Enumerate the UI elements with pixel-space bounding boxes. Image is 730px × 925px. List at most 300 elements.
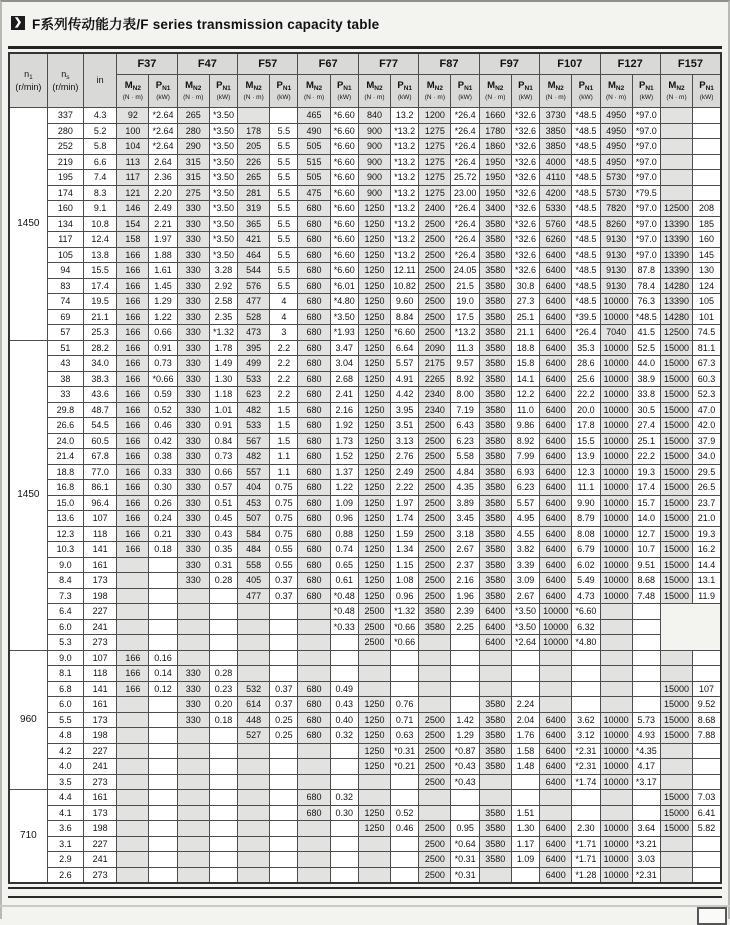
table-cell (632, 650, 660, 666)
table-cell: 166 (117, 294, 149, 310)
n1-group-label-cell: 710 (9, 790, 47, 884)
table-row (9, 650, 721, 666)
table-cell: 0.73 (149, 356, 177, 372)
table-cell: 6400 (540, 263, 572, 279)
table-cell: *2.31 (632, 867, 660, 883)
gear-size-header: F127 (600, 53, 660, 75)
table-cell: 6.0 (47, 619, 83, 635)
table-cell (540, 681, 572, 697)
table-cell (451, 790, 479, 806)
table-cell: 166 (117, 356, 149, 372)
table-cell (117, 759, 149, 775)
table-cell (177, 790, 209, 806)
table-cell: 0.32 (330, 790, 358, 806)
table-cell: 2500 (419, 852, 451, 868)
table-cell: 6400 (540, 836, 572, 852)
table-cell: 1250 (358, 278, 390, 294)
table-cell: 584 (238, 526, 270, 542)
table-cell: 330 (177, 371, 209, 387)
table-cell: 0.37 (270, 697, 298, 713)
table-row (9, 728, 721, 744)
table-cell (270, 805, 298, 821)
table-cell: 13390 (660, 247, 692, 263)
table-cell: 4000 (540, 154, 572, 170)
table-cell: 3.51 (391, 418, 419, 434)
table-cell: 1250 (358, 418, 390, 434)
table-cell: 1.61 (149, 263, 177, 279)
table-cell: 4.17 (632, 759, 660, 775)
table-cell: 11.1 (572, 480, 600, 496)
table-cell: 161 (84, 557, 117, 573)
table-cell: 2500 (419, 821, 451, 837)
table-cell: 5.5 (270, 154, 298, 170)
table-cell: 3.28 (209, 263, 237, 279)
table-cell: 315 (177, 154, 209, 170)
table-cell (479, 774, 511, 790)
table-cell: 6.79 (572, 542, 600, 558)
table-cell: 421 (238, 232, 270, 248)
table-cell: *48.5 (572, 247, 600, 263)
table-cell: 2500 (419, 542, 451, 558)
table-cell: 19.3 (632, 464, 660, 480)
table-cell: 130 (693, 263, 721, 279)
table-cell: 37.9 (693, 433, 721, 449)
table-cell: 2.36 (149, 170, 177, 186)
table-cell: 0.88 (330, 526, 358, 542)
table-cell: 25.1 (511, 309, 539, 325)
table-cell: 567 (238, 433, 270, 449)
table-cell (479, 650, 511, 666)
table-cell: 18.8 (47, 464, 83, 480)
table-cell (330, 867, 358, 883)
table-cell: 15000 (660, 433, 692, 449)
table-cell (419, 697, 451, 713)
table-cell (117, 743, 149, 759)
table-cell: 6400 (540, 433, 572, 449)
table-row (9, 170, 721, 186)
table-cell (358, 867, 390, 883)
table-cell: 3580 (479, 588, 511, 604)
table-cell: *6.60 (391, 325, 419, 341)
table-cell: 6.64 (391, 340, 419, 356)
table-cell (419, 681, 451, 697)
gear-size-header: F107 (540, 53, 600, 75)
table-cell (540, 697, 572, 713)
table-cell (149, 619, 177, 635)
table-cell: 15000 (660, 418, 692, 434)
table-cell: 14.0 (632, 511, 660, 527)
table-cell: 14.1 (511, 371, 539, 387)
table-cell: 2.49 (391, 464, 419, 480)
table-cell: 67.3 (693, 356, 721, 372)
table-cell: 7.4 (84, 170, 117, 186)
table-cell: 2.04 (511, 712, 539, 728)
table-cell: *6.60 (330, 170, 358, 186)
table-cell: 10000 (600, 511, 632, 527)
table-cell: 330 (177, 557, 209, 573)
table-cell (358, 836, 390, 852)
table-cell: 4.1 (47, 805, 83, 821)
table-cell (117, 557, 149, 573)
table-cell: 2500 (358, 604, 390, 620)
table-cell: 15000 (660, 557, 692, 573)
table-cell: 0.42 (149, 433, 177, 449)
table-cell: 10000 (600, 542, 632, 558)
table-cell: *26.4 (451, 232, 479, 248)
table-cell (632, 697, 660, 713)
table-cell: *2.64 (149, 139, 177, 155)
table-cell: 490 (298, 123, 330, 139)
table-cell (600, 666, 632, 682)
table-cell: 6400 (479, 604, 511, 620)
table-cell: 680 (298, 790, 330, 806)
table-cell: 2500 (419, 836, 451, 852)
table-cell (330, 821, 358, 837)
table-cell: 0.95 (451, 821, 479, 837)
subcolumn-header: $M_{N2}$ (N · m) (419, 75, 451, 108)
table-cell: 15000 (660, 728, 692, 744)
table-cell: 13390 (660, 232, 692, 248)
table-cell (270, 604, 298, 620)
table-cell: *2.64 (511, 635, 539, 651)
table-cell: *32.6 (511, 232, 539, 248)
table-cell: 1250 (358, 759, 390, 775)
table-cell: 25.1 (632, 433, 660, 449)
page-corner-box (697, 907, 727, 925)
table-cell (117, 588, 149, 604)
table-cell: 12.2 (511, 387, 539, 403)
table-cell: 482 (238, 402, 270, 418)
table-cell: 6400 (540, 418, 572, 434)
table-cell: 3.03 (632, 852, 660, 868)
table-cell: 2500 (358, 619, 390, 635)
table-cell: 0.52 (149, 402, 177, 418)
table-cell: 5.5 (270, 185, 298, 201)
table-cell: 17.8 (572, 418, 600, 434)
table-cell: *26.4 (451, 139, 479, 155)
table-cell: 3580 (479, 449, 511, 465)
table-cell: 330 (177, 573, 209, 589)
table-cell: 13390 (660, 294, 692, 310)
table-cell: *0.87 (451, 743, 479, 759)
table-cell (693, 836, 721, 852)
table-cell (238, 650, 270, 666)
table-cell: *79.5 (632, 185, 660, 201)
table-cell: 1.59 (391, 526, 419, 542)
table-cell (238, 774, 270, 790)
table-cell: 2.58 (209, 294, 237, 310)
table-cell: 3580 (479, 743, 511, 759)
table-cell: 29.5 (693, 464, 721, 480)
table-cell: 576 (238, 278, 270, 294)
table-cell (117, 728, 149, 744)
n1-group-label-cell: 1450 (9, 108, 47, 341)
table-cell: 9.57 (451, 356, 479, 372)
table-cell: 8.92 (451, 371, 479, 387)
table-cell: 0.14 (149, 666, 177, 682)
table-cell: 680 (298, 495, 330, 511)
table-cell (177, 852, 209, 868)
table-cell: 241 (84, 619, 117, 635)
table-cell: 5.5 (270, 247, 298, 263)
table-cell: 330 (177, 449, 209, 465)
table-cell: 680 (298, 728, 330, 744)
table-cell: 680 (298, 681, 330, 697)
table-cell: 0.12 (149, 681, 177, 697)
table-cell: 10000 (600, 557, 632, 573)
table-cell: 15000 (660, 712, 692, 728)
gear-size-header: F47 (177, 53, 237, 75)
table-cell: 38 (47, 371, 83, 387)
table-cell (209, 759, 237, 775)
table-row (9, 371, 721, 387)
table-cell: *13.2 (391, 201, 419, 217)
table-row (9, 108, 721, 124)
table-cell: 680 (298, 371, 330, 387)
table-cell: 2.16 (330, 402, 358, 418)
table-cell: 2500 (419, 464, 451, 480)
table-cell: 477 (238, 294, 270, 310)
table-cell (600, 619, 632, 635)
table-cell: 680 (298, 542, 330, 558)
table-row (9, 681, 721, 697)
table-cell: 2.64 (149, 154, 177, 170)
table-cell: 1250 (358, 712, 390, 728)
table-cell: 2175 (419, 356, 451, 372)
table-cell (660, 185, 692, 201)
table-cell (177, 805, 209, 821)
table-cell: 54.5 (84, 418, 117, 434)
table-cell (149, 557, 177, 573)
table-cell: 337 (47, 108, 83, 124)
table-cell: 15.8 (511, 356, 539, 372)
table-cell: 33 (47, 387, 83, 403)
table-cell: 2.67 (451, 542, 479, 558)
table-cell: 5.8 (84, 139, 117, 155)
table-cell: *3.50 (209, 139, 237, 155)
table-cell: 13390 (660, 263, 692, 279)
table-cell: 4950 (600, 123, 632, 139)
table-cell: 1250 (358, 294, 390, 310)
table-cell: 0.61 (330, 573, 358, 589)
table-cell: 6400 (540, 821, 572, 837)
table-cell: 265 (238, 170, 270, 186)
table-cell: 1.97 (391, 495, 419, 511)
table-cell: 1275 (419, 170, 451, 186)
table-cell: 10000 (600, 495, 632, 511)
table-cell: 680 (298, 278, 330, 294)
table-cell: 10000 (600, 387, 632, 403)
table-cell: 27.4 (632, 418, 660, 434)
table-cell: 3580 (479, 836, 511, 852)
table-cell: 166 (117, 526, 149, 542)
table-bottom-double-rule (8, 887, 722, 898)
table-cell: 94 (47, 263, 83, 279)
table-cell: 198 (84, 821, 117, 837)
table-cell: 1.09 (511, 852, 539, 868)
table-cell: 12.7 (632, 526, 660, 542)
subcolumn-header: $P_{N1}$ (kW) (270, 75, 298, 108)
table-cell: 166 (117, 542, 149, 558)
table-cell: 13.6 (47, 511, 83, 527)
table-cell: 5330 (540, 201, 572, 217)
table-cell (177, 604, 209, 620)
table-cell: 4950 (600, 108, 632, 124)
table-cell (330, 650, 358, 666)
table-cell (600, 604, 632, 620)
table-cell: 7.99 (511, 449, 539, 465)
table-cell: 15000 (660, 697, 692, 713)
table-cell (149, 573, 177, 589)
table-cell: *13.2 (391, 232, 419, 248)
table-cell (660, 774, 692, 790)
table-cell: 1250 (358, 387, 390, 403)
table-cell (270, 852, 298, 868)
table-cell: 0.30 (330, 805, 358, 821)
table-cell: 8.00 (451, 387, 479, 403)
table-cell: 5.73 (632, 712, 660, 728)
table-cell: 3.1 (47, 836, 83, 852)
table-cell: 2500 (419, 588, 451, 604)
table-cell: 9130 (600, 247, 632, 263)
table-cell: 12500 (660, 325, 692, 341)
table-cell: 2.25 (451, 619, 479, 635)
table-cell: 43.6 (84, 387, 117, 403)
table-cell: 5730 (600, 185, 632, 201)
table-cell: 2500 (358, 635, 390, 651)
table-cell: 44.0 (632, 356, 660, 372)
table-cell: 166 (117, 433, 149, 449)
table-cell: 5.58 (451, 449, 479, 465)
table-cell: 1250 (358, 309, 390, 325)
table-cell: *0.66 (149, 371, 177, 387)
table-cell: 2.2 (270, 371, 298, 387)
table-cell: 8.4 (47, 573, 83, 589)
table-cell: *13.2 (391, 139, 419, 155)
table-cell: 2.6 (47, 867, 83, 883)
table-cell (632, 619, 660, 635)
subcolumn-header: $P_{N1}$ (kW) (330, 75, 358, 108)
table-row (9, 836, 721, 852)
table-cell: 8.68 (693, 712, 721, 728)
table-cell: 8.84 (391, 309, 419, 325)
table-cell: 5.57 (511, 495, 539, 511)
table-cell: 1250 (358, 495, 390, 511)
table-cell: 330 (177, 495, 209, 511)
table-cell (660, 666, 692, 682)
table-cell (511, 867, 539, 883)
table-row (9, 356, 721, 372)
table-row (9, 805, 721, 821)
table-cell: 330 (177, 278, 209, 294)
table-cell: 3580 (479, 247, 511, 263)
table-cell (209, 588, 237, 604)
table-cell: 330 (177, 309, 209, 325)
table-cell: 3.6 (47, 821, 83, 837)
table-cell (451, 666, 479, 682)
table-cell: 1275 (419, 154, 451, 170)
table-cell (209, 852, 237, 868)
table-cell: 15000 (660, 588, 692, 604)
table-cell: 280 (47, 123, 83, 139)
table-cell: 0.33 (149, 464, 177, 480)
table-cell: 1.78 (209, 340, 237, 356)
table-cell (479, 666, 511, 682)
table-cell: 2500 (419, 526, 451, 542)
table-cell: 100 (117, 123, 149, 139)
table-cell: 6400 (540, 526, 572, 542)
table-cell: *1.71 (572, 836, 600, 852)
table-cell: 227 (84, 836, 117, 852)
table-cell: 15000 (660, 790, 692, 806)
table-cell: 330 (177, 712, 209, 728)
table-cell (238, 867, 270, 883)
table-cell: 6400 (479, 619, 511, 635)
table-cell: 34.0 (84, 356, 117, 372)
table-cell: 6400 (540, 480, 572, 496)
table-cell: 680 (298, 387, 330, 403)
table-cell: 6400 (540, 588, 572, 604)
table-cell: 166 (117, 263, 149, 279)
table-cell (660, 108, 692, 124)
table-cell: 557 (238, 464, 270, 480)
table-cell: 2500 (419, 278, 451, 294)
table-cell (479, 867, 511, 883)
table-cell: 5760 (540, 216, 572, 232)
table-cell: 141 (84, 542, 117, 558)
table-cell: 1250 (358, 805, 390, 821)
table-cell: 17.4 (84, 278, 117, 294)
table-row (9, 139, 721, 155)
table-cell (511, 790, 539, 806)
table-cell: 19.0 (451, 294, 479, 310)
table-cell: *6.60 (330, 123, 358, 139)
table-cell: 3.09 (511, 573, 539, 589)
table-cell: 0.25 (270, 728, 298, 744)
table-cell: 3580 (479, 263, 511, 279)
table-cell (632, 790, 660, 806)
table-cell: *13.2 (391, 247, 419, 263)
table-cell: 1950 (479, 185, 511, 201)
table-cell: 6.6 (84, 154, 117, 170)
table-cell (391, 790, 419, 806)
table-cell: 1.1 (270, 449, 298, 465)
table-cell (330, 759, 358, 775)
table-cell: 92 (117, 108, 149, 124)
table-cell: 33.8 (632, 387, 660, 403)
table-cell: 680 (298, 294, 330, 310)
table-cell: 1.74 (391, 511, 419, 527)
table-cell (298, 619, 330, 635)
table-cell: 15000 (660, 464, 692, 480)
table-cell: 158 (117, 232, 149, 248)
table-cell: 4.95 (511, 511, 539, 527)
table-cell: *0.48 (330, 588, 358, 604)
table-cell (117, 697, 149, 713)
table-cell: 2500 (419, 774, 451, 790)
table-cell: 178 (238, 123, 270, 139)
section-marker-icon: ❯ (11, 16, 25, 30)
table-cell (660, 154, 692, 170)
table-cell: 13.2 (391, 108, 419, 124)
table-cell: 0.30 (149, 480, 177, 496)
table-cell: 1.88 (149, 247, 177, 263)
table-cell (330, 852, 358, 868)
table-cell: 3580 (479, 697, 511, 713)
table-cell (117, 836, 149, 852)
table-cell: *1.28 (572, 867, 600, 883)
table-cell: 15000 (660, 387, 692, 403)
